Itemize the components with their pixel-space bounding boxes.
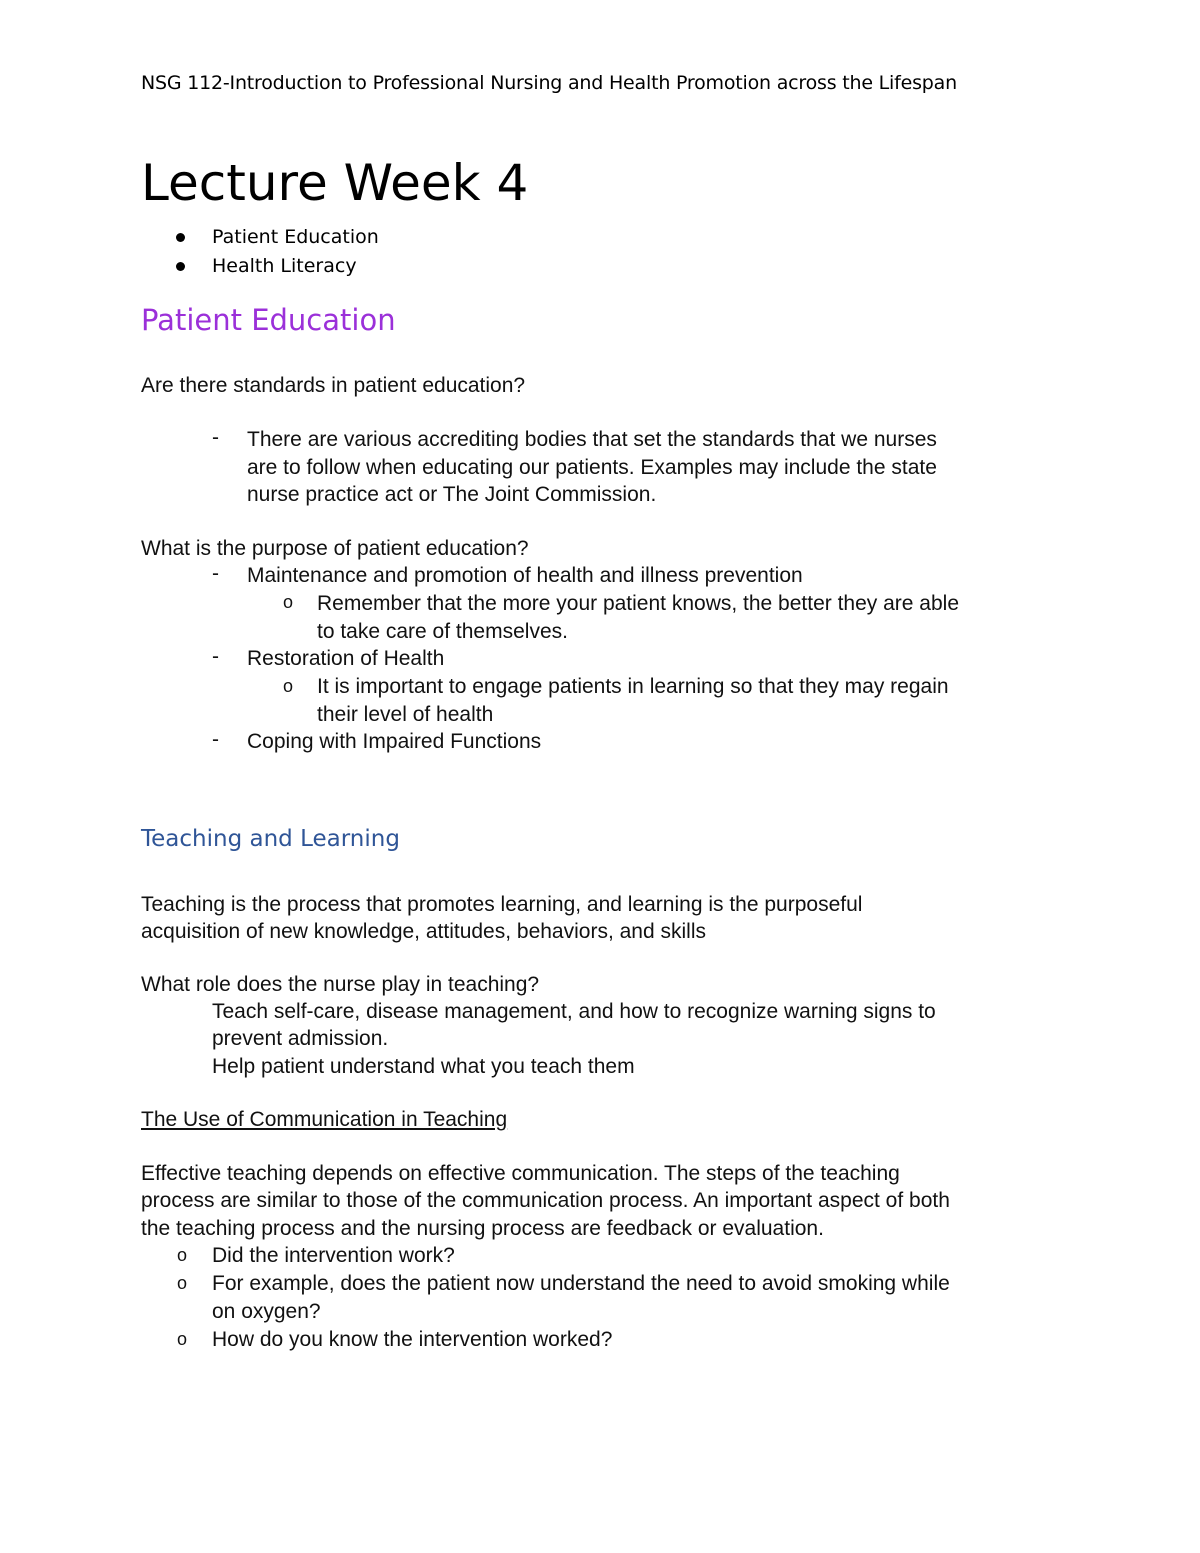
question-standards: Are there standards in patient education? xyxy=(141,374,526,397)
circle-marker: o xyxy=(177,1329,188,1349)
purpose-item: Maintenance and promotion of health and illness prevention xyxy=(247,564,803,587)
question-purpose: What is the purpose of patient education? xyxy=(141,537,529,560)
bullet-icon xyxy=(176,262,185,271)
circle-marker: o xyxy=(283,676,294,696)
purpose-subitem: Remember that the more your patient knows, the better they are able xyxy=(317,592,960,615)
page-title: Lecture Week 4 xyxy=(141,154,529,212)
section-heading-teaching-learning: Teaching and Learning xyxy=(141,826,400,852)
question-nurse-role: What role does the nurse play in teaching? xyxy=(141,973,540,996)
circle-marker: o xyxy=(177,1245,188,1265)
circle-marker: o xyxy=(283,592,294,612)
definition-line: acquisition of new knowledge, attitudes, behaviors, and skills xyxy=(141,920,706,943)
bullet-icon xyxy=(176,233,185,242)
dash-marker: - xyxy=(212,562,219,585)
answer-line: are to follow when educating our patients. Examples may include the state xyxy=(247,455,937,479)
role-line: Teach self-care, disease management, and how to recognize warning signs to xyxy=(212,1000,936,1023)
section-heading-patient-education: Patient Education xyxy=(141,303,396,337)
topic-list xyxy=(141,224,379,282)
evaluation-bullet: Did the intervention work? xyxy=(212,1244,455,1267)
communication-line: Effective teaching depends on effective communication. The steps of the teaching xyxy=(141,1162,900,1185)
role-line: prevent admission. xyxy=(212,1027,389,1050)
role-line: Help patient understand what you teach them xyxy=(212,1055,635,1078)
evaluation-bullet: For example, does the patient now understand the need to avoid smoking while xyxy=(212,1272,950,1295)
topic-item: Patient Education xyxy=(141,224,379,253)
purpose-item: Coping with Impaired Functions xyxy=(247,730,542,753)
communication-line: process are similar to those of the communication process. An important aspect of both xyxy=(141,1189,950,1212)
dash-marker: - xyxy=(212,728,219,751)
purpose-subitem: to take care of themselves. xyxy=(317,619,568,643)
course-header: NSG 112-Introduction to Professional Nursing and Health Promotion across the Lifespan xyxy=(141,72,957,94)
dash-marker: - xyxy=(212,645,219,668)
topic-item: Health Literacy xyxy=(141,253,379,282)
purpose-item: Restoration of Health xyxy=(247,647,445,670)
purpose-subitem: It is important to engage patients in learning so that they may regain xyxy=(317,675,949,698)
answer-line: nurse practice act or The Joint Commission. xyxy=(247,483,657,506)
evaluation-bullet: How do you know the intervention worked? xyxy=(212,1328,613,1351)
answer-line: There are various accrediting bodies that set the standards that we nurses xyxy=(247,428,937,451)
dash-marker: - xyxy=(212,426,219,449)
definition-line: Teaching is the process that promotes learning, and learning is the purposeful xyxy=(141,893,863,916)
communication-line: the teaching process and the nursing process are feedback or evaluation. xyxy=(141,1217,824,1240)
subheading-communication: The Use of Communication in Teaching xyxy=(141,1108,508,1131)
purpose-subitem: their level of health xyxy=(317,702,494,726)
evaluation-bullet: on oxygen? xyxy=(212,1300,321,1323)
circle-marker: o xyxy=(177,1273,188,1293)
